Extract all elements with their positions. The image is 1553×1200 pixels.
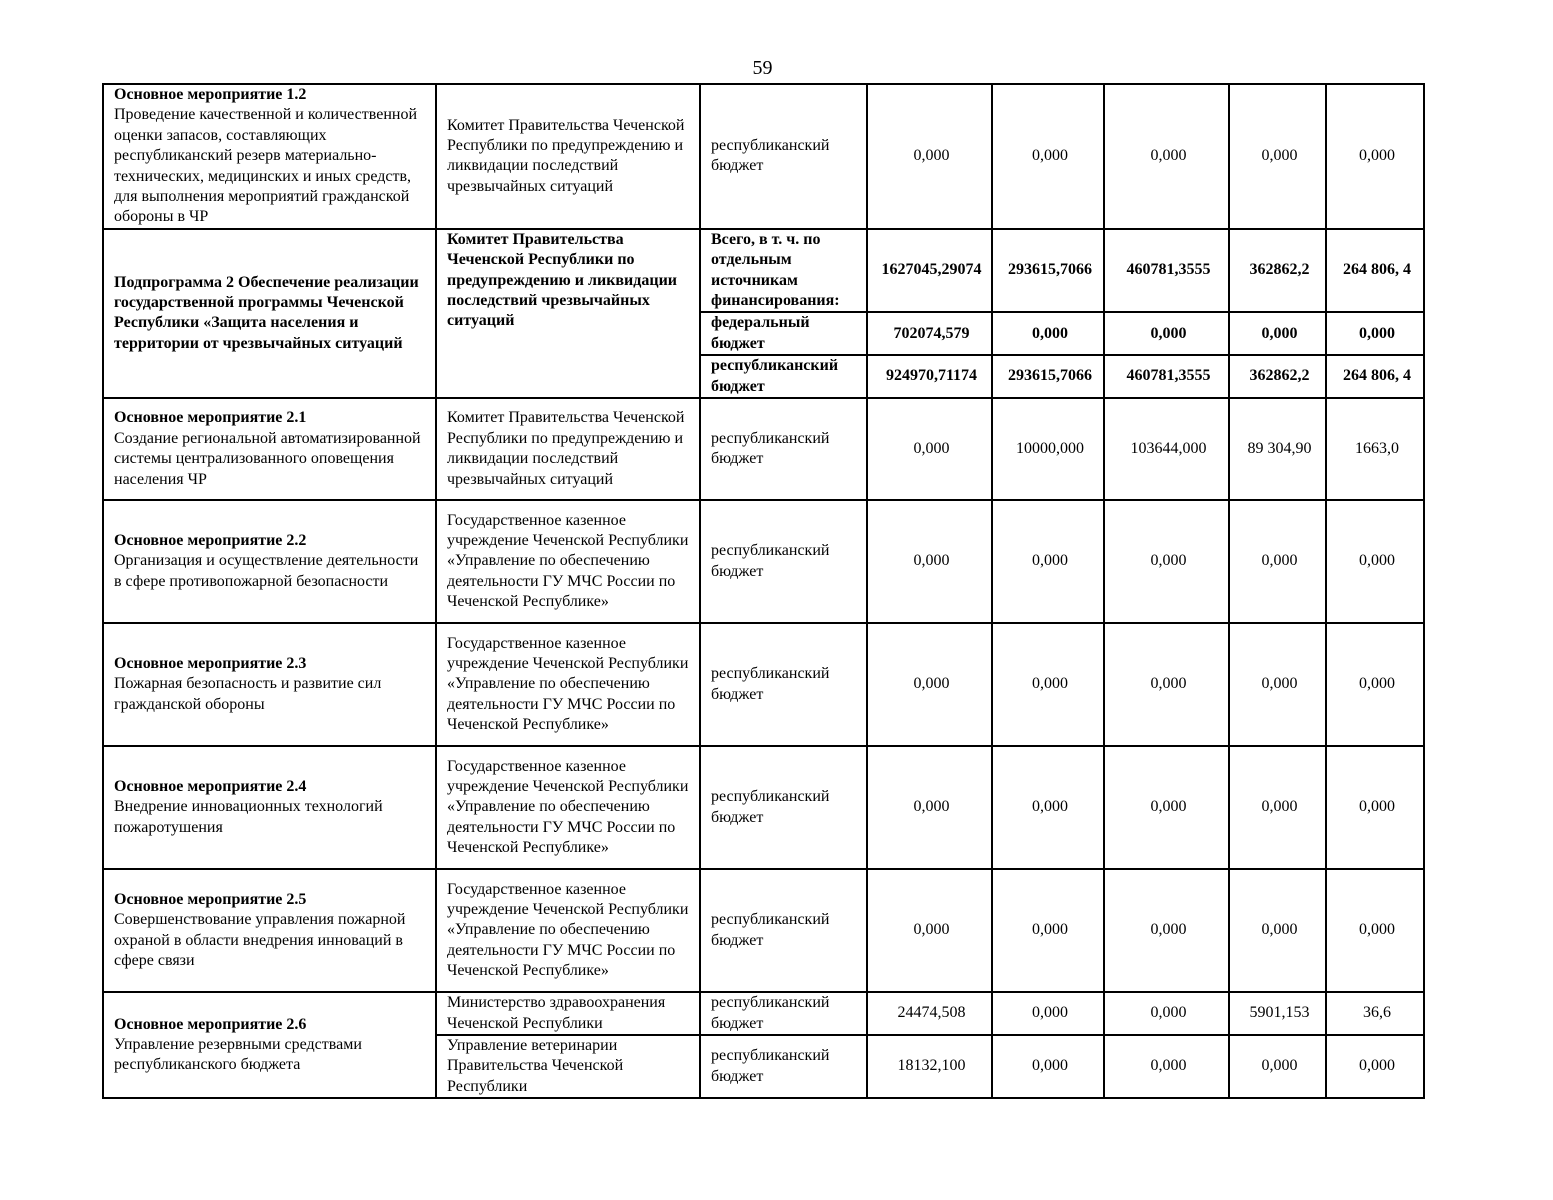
value-cell: 10000,000: [992, 398, 1104, 500]
value-cell: 264 806, 4: [1326, 355, 1424, 398]
activity-cell: [103, 500, 436, 623]
value-cell: 0,000: [992, 1035, 1104, 1098]
value-cell: 0,000: [992, 992, 1104, 1035]
activity-title: Основное мероприятие 2.4: [114, 777, 307, 795]
funding-source-cell: республиканский бюджет: [700, 746, 867, 869]
activity-cell: [103, 869, 436, 992]
value-cell: 0,000: [992, 500, 1104, 623]
value-cell: 293615,7066: [992, 229, 1104, 313]
activity-cell: [103, 992, 436, 1098]
executor-cell: Управление ветеринарии Правительства Чеченской Республики: [436, 1035, 700, 1098]
value-cell: 0,000: [1104, 1035, 1229, 1098]
subprogram-title: Подпрограмма 2 Обеспечение реализации государственной программы Чеченской Республики «Защита населения и территории от чрезвычайных ситуаций: [103, 229, 436, 398]
value-cell: 0,000: [867, 746, 992, 869]
table-row: [103, 746, 1424, 869]
value-cell: 1663,0: [1326, 398, 1424, 500]
executor-cell: Государственное казенное учреждение Чеченской Республики «Управление по обеспечению деятельности ГУ МЧС России по Чеченской Республике»: [436, 869, 700, 992]
value-cell: 293615,7066: [992, 355, 1104, 398]
activity-cell: [103, 746, 436, 869]
funding-source-cell: республиканский бюджет: [700, 355, 867, 398]
value-cell: 362862,2: [1229, 229, 1326, 313]
value-cell: 0,000: [992, 312, 1104, 355]
activity-description: Пожарная безопасность и развитие сил гражданской обороны: [114, 675, 382, 713]
table-row: [103, 869, 1424, 992]
executor-cell: Государственное казенное учреждение Чеченской Республики «Управление по обеспечению деятельности ГУ МЧС России по Чеченской Республике»: [436, 746, 700, 869]
activity-title: Основное мероприятие 2.6: [114, 1015, 307, 1033]
value-cell: 0,000: [1229, 746, 1326, 869]
value-cell: 0,000: [1104, 623, 1229, 746]
value-cell: 460781,3555: [1104, 355, 1229, 398]
value-cell: 0,000: [1326, 746, 1424, 869]
value-cell: 702074,579: [867, 312, 992, 355]
value-cell: 0,000: [1326, 623, 1424, 746]
value-cell: 0,000: [1229, 623, 1326, 746]
activity-description: Организация и осуществление деятельности в сфере противопожарной безопасности: [114, 552, 419, 590]
budget-table: [102, 83, 1425, 1099]
value-cell: 0,000: [867, 500, 992, 623]
activity-title: Основное мероприятие 1.2: [114, 86, 307, 103]
activity-cell: [103, 84, 436, 229]
value-cell: 0,000: [1104, 312, 1229, 355]
funding-source-cell: республиканский бюджет: [700, 1035, 867, 1098]
value-cell: 0,000: [1229, 312, 1326, 355]
activity-description: Внедрение инновационных технологий пожаротушения: [114, 798, 383, 836]
value-cell: 0,000: [1104, 992, 1229, 1035]
value-cell: 0,000: [867, 84, 992, 229]
value-cell: 0,000: [1326, 869, 1424, 992]
executor-cell: Комитет Правительства Чеченской Республики по предупреждению и ликвидации последствий чрезвычайных ситуаций: [436, 84, 700, 229]
funding-source-cell: Всего, в т. ч. по отдельным источникам финансирования:: [700, 229, 867, 313]
value-cell: 0,000: [992, 869, 1104, 992]
executor-cell: Комитет Правительства Чеченской Республики по предупреждению и ликвидации последствий чрезвычайных ситуаций: [436, 229, 700, 398]
activity-description: Проведение качественной и количественной оценки запасов, составляющих республиканский резерв материально-технических, медицинских и иных средств, для выполнения мероприятий гражданской обороны в ЧР: [114, 106, 418, 226]
funding-source-cell: федеральный бюджет: [700, 312, 867, 355]
value-cell: 0,000: [1326, 312, 1424, 355]
value-cell: 5901,153: [1229, 992, 1326, 1035]
value-cell: 0,000: [992, 623, 1104, 746]
value-cell: 0,000: [1229, 500, 1326, 623]
value-cell: 460781,3555: [1104, 229, 1229, 313]
funding-source-cell: республиканский бюджет: [700, 84, 867, 229]
executor-cell: Государственное казенное учреждение Чеченской Республики «Управление по обеспечению деятельности ГУ МЧС России по Чеченской Республике»: [436, 500, 700, 623]
value-cell: 0,000: [1104, 84, 1229, 229]
activity-title: Основное мероприятие 2.3: [114, 654, 307, 672]
value-cell: 0,000: [1104, 500, 1229, 623]
activity-title: Основное мероприятие 2.2: [114, 531, 307, 549]
funding-source-cell: республиканский бюджет: [700, 500, 867, 623]
value-cell: 0,000: [1326, 1035, 1424, 1098]
activity-description: Управление резервными средствами республиканского бюджета: [114, 1035, 362, 1074]
table-row: [103, 992, 1424, 1035]
executor-cell: Комитет Правительства Чеченской Республики по предупреждению и ликвидации последствий чрезвычайных ситуаций: [436, 398, 700, 500]
funding-source-cell: республиканский бюджет: [700, 992, 867, 1035]
value-cell: 0,000: [867, 623, 992, 746]
value-cell: 24474,508: [867, 992, 992, 1035]
page-number: 59: [752, 57, 773, 79]
value-cell: 36,6: [1326, 992, 1424, 1035]
funding-source-cell: республиканский бюджет: [700, 398, 867, 500]
value-cell: 103644,000: [1104, 398, 1229, 500]
table-row: [103, 500, 1424, 623]
value-cell: 0,000: [1229, 869, 1326, 992]
value-cell: 0,000: [1104, 746, 1229, 869]
table-row: [103, 398, 1424, 500]
table-row: [103, 84, 1424, 229]
value-cell: 924970,71174: [867, 355, 992, 398]
activity-title: Основное мероприятие 2.5: [114, 890, 307, 908]
value-cell: 0,000: [1229, 84, 1326, 229]
executor-cell: Министерство здравоохранения Чеченской Республики: [436, 992, 700, 1035]
activity-cell: [103, 623, 436, 746]
value-cell: 0,000: [992, 84, 1104, 229]
value-cell: 0,000: [1104, 869, 1229, 992]
table-row: [103, 229, 1424, 313]
value-cell: 0,000: [1326, 500, 1424, 623]
executor-cell: Государственное казенное учреждение Чеченской Республики «Управление по обеспечению деятельности ГУ МЧС России по Чеченской Республике»: [436, 623, 700, 746]
funding-source-cell: республиканский бюджет: [700, 623, 867, 746]
table-row: [103, 623, 1424, 746]
value-cell: 0,000: [867, 869, 992, 992]
value-cell: 0,000: [1229, 1035, 1326, 1098]
value-cell: 0,000: [867, 398, 992, 500]
activity-description: Совершенствование управления пожарной охраной в области внедрения инноваций в сфере связи: [114, 911, 406, 969]
value-cell: 18132,100: [867, 1035, 992, 1098]
value-cell: 1627045,29074: [867, 229, 992, 313]
value-cell: 89 304,90: [1229, 398, 1326, 500]
funding-source-cell: республиканский бюджет: [700, 869, 867, 992]
value-cell: 0,000: [992, 746, 1104, 869]
activity-cell: [103, 398, 436, 500]
activity-description: Создание региональной автоматизированной системы централизованного оповещения населения ЧР: [114, 429, 421, 488]
value-cell: 264 806, 4: [1326, 229, 1424, 313]
value-cell: 362862,2: [1229, 355, 1326, 398]
value-cell: 0,000: [1326, 84, 1424, 229]
activity-title: Основное мероприятие 2.1: [114, 409, 307, 427]
